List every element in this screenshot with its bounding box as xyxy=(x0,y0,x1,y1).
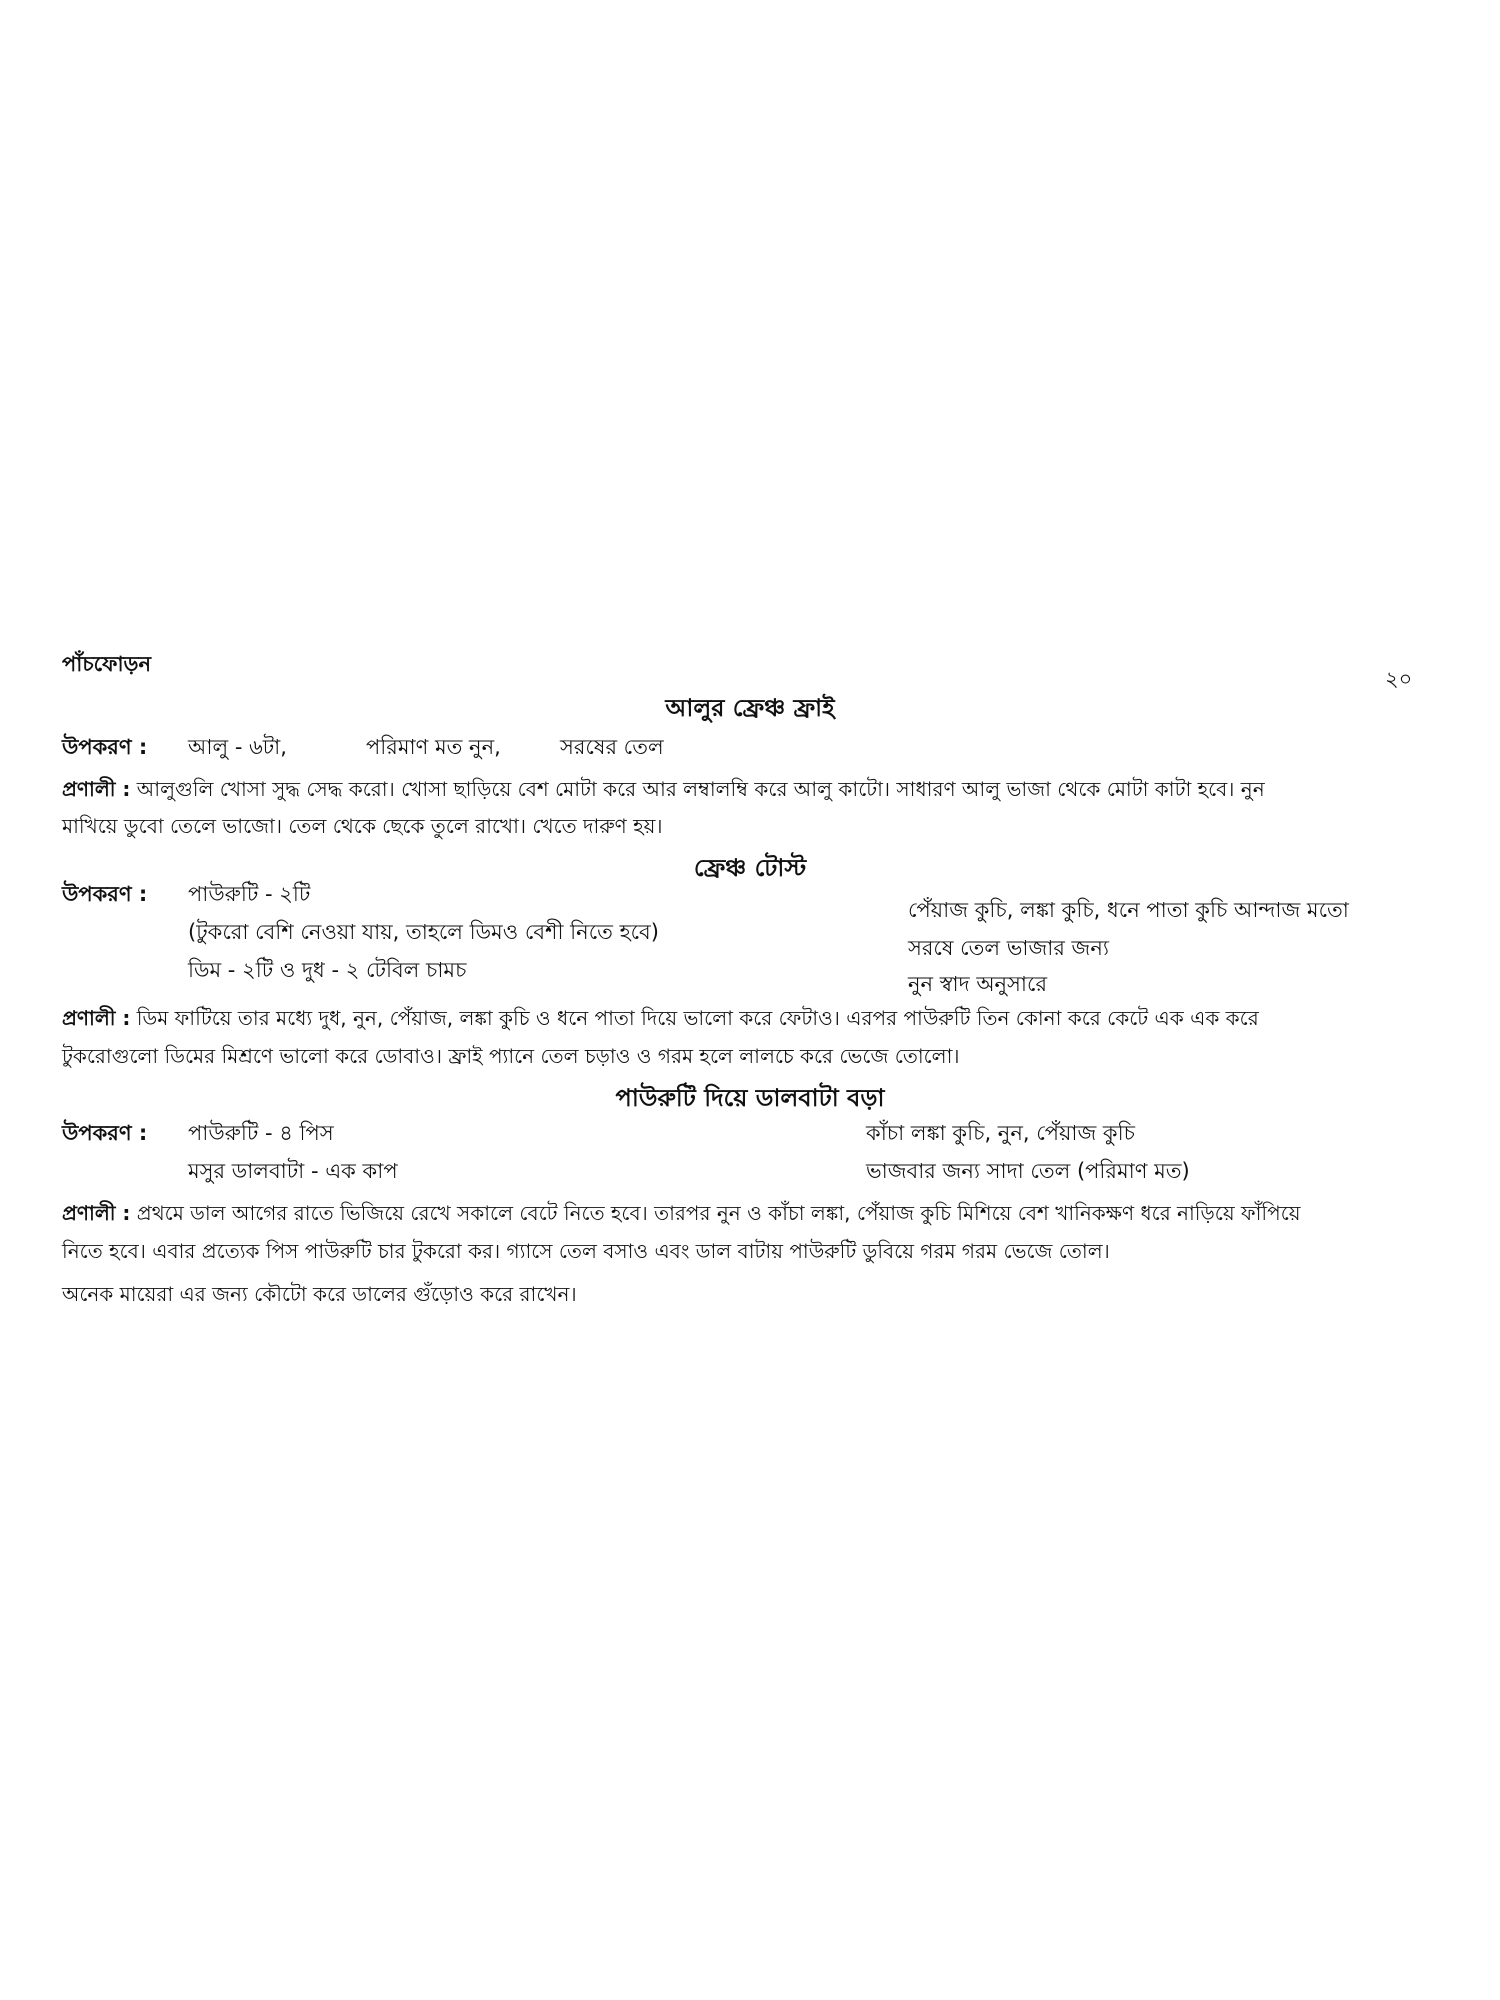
page-number: ২০ xyxy=(1385,667,1413,691)
recipe-1-ingredients-label: উপকরণ : xyxy=(62,735,148,759)
recipe-2-ingredient: (টুকরো বেশি নেওয়া যায়, তাহলে ডিমও বেশী নিতে হবে) xyxy=(188,920,659,944)
recipe-3-method-line: নিতে হবে। এবার প্রত্যেক পিস পাউরুটি চার টুকরো কর। গ্যাসে তেল বসাও এবং ডাল বাটায় পাউরুটি ডুবিয়ে গরম গরম ভেজে তোল। xyxy=(62,1239,1110,1263)
recipe-1-method-line xyxy=(62,775,1265,803)
recipe-3-ingredient: কাঁচা লঙ্কা কুচি, নুন, পেঁয়াজ কুচি xyxy=(866,1121,1135,1145)
recipe-3-method-text: প্রথমে ডাল আগের রাতে ভিজিয়ে রেখে সকালে বেটে নিতে হবে। তারপর নুন ও কাঁচা লঙ্কা, পেঁয়াজ কুচি মিশিয়ে বেশ খানিকক্ষণ ধরে নাড়িয়ে ফাঁপিয়ে xyxy=(130,1201,1301,1225)
recipe-1-method-line: মাখিয়ে ডুবো তেলে ভাজো। তেল থেকে ছেকে তুলে রাখো। খেতে দারুণ হয়। xyxy=(62,814,663,838)
recipe-3-ingredient: পাউরুটি - ৪ পিস xyxy=(188,1121,334,1145)
recipe-3-method-label: প্রণালী : xyxy=(62,1201,131,1225)
recipe-2-method-line xyxy=(62,1004,1259,1032)
recipe-2-ingredient: ডিম - ২টি ও দুধ - ২ টেবিল চামচ xyxy=(188,958,467,982)
recipe-2-ingredient: পাউরুটি - ২টি xyxy=(188,882,311,906)
recipe-1-ingredient: পরিমাণ মত নুন, xyxy=(366,735,501,759)
recipe-3-ingredient: ভাজবার জন্য সাদা তেল (পরিমাণ মত) xyxy=(866,1159,1190,1183)
recipe-1-ingredient: আলু - ৬টা, xyxy=(188,735,287,759)
recipe-2-title: ফ্রেঞ্চ টোস্ট xyxy=(693,854,807,882)
book-name: পাঁচফোড়ন xyxy=(62,652,152,676)
recipe-1-title: আলুর ফ্রেঞ্চ ফ্রাই xyxy=(665,694,835,722)
recipe-2-ingredients-label: উপকরণ : xyxy=(62,882,148,906)
recipe-2-ingredient: পেঁয়াজ কুচি, লঙ্কা কুচি, ধনে পাতা কুচি আন্দাজ মতো xyxy=(908,898,1349,922)
recipe-3-ingredient: মসুর ডালবাটা - এক কাপ xyxy=(188,1159,398,1183)
recipe-2-method-line: টুকরোগুলো ডিমের মিশ্রণে ভালো করে ডোবাও। ফ্রাই প্যানে তেল চড়াও ও গরম হলে লালচে করে ভেজে তোলো। xyxy=(62,1044,960,1068)
recipe-2-method-label: প্রণালী : xyxy=(62,1006,131,1030)
recipe-3-title: পাউরুটি দিয়ে ডালবাটা বড়া xyxy=(615,1084,885,1112)
recipe-1-method-label: প্রণালী : xyxy=(62,777,131,801)
recipe-3-method-line xyxy=(62,1199,1301,1227)
recipe-3-ingredients-label: উপকরণ : xyxy=(62,1121,148,1145)
recipe-1-method-text: আলুগুলি খোসা সুদ্ধ সেদ্ধ করো। খোসা ছাড়িয়ে বেশ মোটা করে আর লম্বালম্বি করে আলু কাটো। সাধারণ আলু ভাজা থেকে মোটা কাটা হবে। নুন xyxy=(130,777,1265,801)
recipe-2-ingredient: সরষে তেল ভাজার জন্য xyxy=(908,936,1109,960)
recipe-2-method-text: ডিম ফাটিয়ে তার মধ্যে দুধ, নুন, পেঁয়াজ, লঙ্কা কুচি ও ধনে পাতা দিয়ে ভালো করে ফেটাও। এরপর পাউরুটি তিন কোনা করে কেটে এক এক করে xyxy=(130,1006,1259,1030)
recipe-3-note: অনেক মায়েরা এর জন্য কৌটো করে ডালের গুঁড়োও করে রাখেন। xyxy=(62,1282,577,1306)
recipe-2-ingredient: নুন স্বাদ অনুসারে xyxy=(908,972,1047,996)
recipe-1-ingredient: সরষের তেল xyxy=(560,735,664,759)
